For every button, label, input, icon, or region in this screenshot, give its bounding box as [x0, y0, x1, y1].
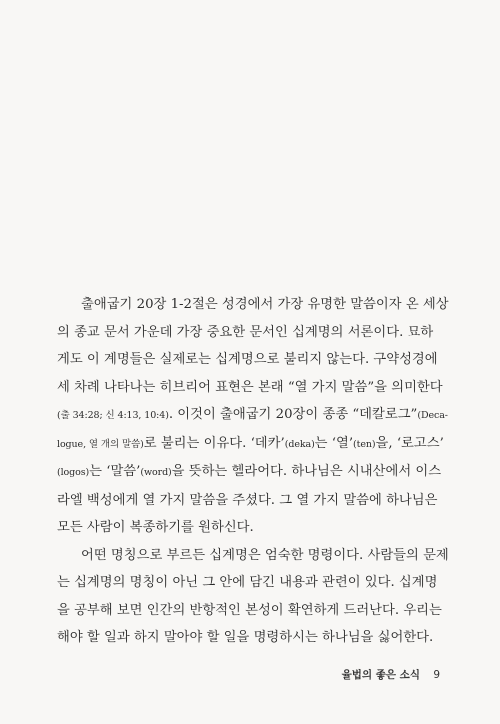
- citation-text: (ten): [353, 438, 376, 450]
- text-run: 게도 이 계명들은 실제로는 십계명으로 불리지 않는다. 구약성경에: [57, 352, 438, 367]
- text-line: [57, 319, 456, 347]
- citation-text: (출 34:28; 신 4:13, 10:4): [57, 410, 169, 421]
- text-run: 는 ‘열’: [314, 435, 354, 451]
- text-run: 을 뜻하는 헬라어다. 하나님은 시내산에서 이스: [171, 464, 442, 479]
- text-run: 모든 사람이 복종하기를 원하신다.: [57, 520, 254, 535]
- text-line: [57, 487, 456, 515]
- citation-text: (word): [140, 467, 172, 478]
- text-line: [57, 401, 456, 430]
- text-run: 을 공부해 보면 인간의 반항적인 본성이 확연하게 드러난다. 우리는: [57, 602, 442, 618]
- paragraph: [57, 291, 456, 542]
- text-run: 해야 할 일과 하지 말아야 할 일을 명령하시는 하나님을 싫어한다.: [57, 630, 434, 645]
- text-run: 출애굽기 20장 1-2절은 성경에서 가장 유명한 말씀이자 온 세상: [81, 297, 449, 312]
- text-run: 어떤 명칭으로 부르든 십계명은 엄숙한 명령이다. 사람들의 문제: [81, 547, 449, 563]
- text-line: [57, 430, 456, 459]
- page-footer: [342, 667, 440, 682]
- text-line: [57, 597, 456, 625]
- citation-text: (deka): [284, 438, 315, 450]
- text-run: 라엘 백성에게 열 가지 말씀을 주셨다. 그 열 가지 말씀에 하나님은: [57, 492, 438, 508]
- citation-text: (Deca-: [417, 410, 448, 421]
- text-run: 의 종교 문서 가운데 가장 중요한 문서인 십계명의 서론이다. 묘하: [57, 324, 434, 340]
- text-line: [57, 458, 456, 487]
- paragraph: [57, 542, 456, 652]
- text-line: [57, 374, 456, 402]
- running-title: 율법의 좋은 소식: [341, 669, 420, 681]
- text-run: 로 불리는 이유다. ‘데카’: [143, 435, 285, 451]
- text-line: [57, 542, 456, 570]
- text-run: . 이것이 출애굽기 20장이 종종 “데칼로그”: [168, 407, 418, 422]
- citation-text: logue, 열 개의 말씀): [57, 438, 144, 450]
- page-number: 9: [433, 669, 440, 681]
- citation-text: (logos): [57, 467, 90, 478]
- text-run: 는 십계명의 명칭이 아닌 그 안에 담긴 내용과 관련이 있다. 십계명: [57, 575, 438, 590]
- body-text: [57, 291, 456, 652]
- text-run: 을, ‘로고스’: [375, 435, 444, 451]
- text-line: [57, 291, 456, 319]
- text-run: 는 ‘말씀’: [89, 464, 141, 479]
- text-line: [57, 514, 456, 542]
- text-line: [57, 569, 456, 597]
- text-run: 세 차례 나타나는 히브리어 표현은 본래 “열 가지 말씀”을 의미한다: [57, 379, 443, 395]
- text-line: [57, 624, 456, 652]
- text-line: [57, 346, 456, 374]
